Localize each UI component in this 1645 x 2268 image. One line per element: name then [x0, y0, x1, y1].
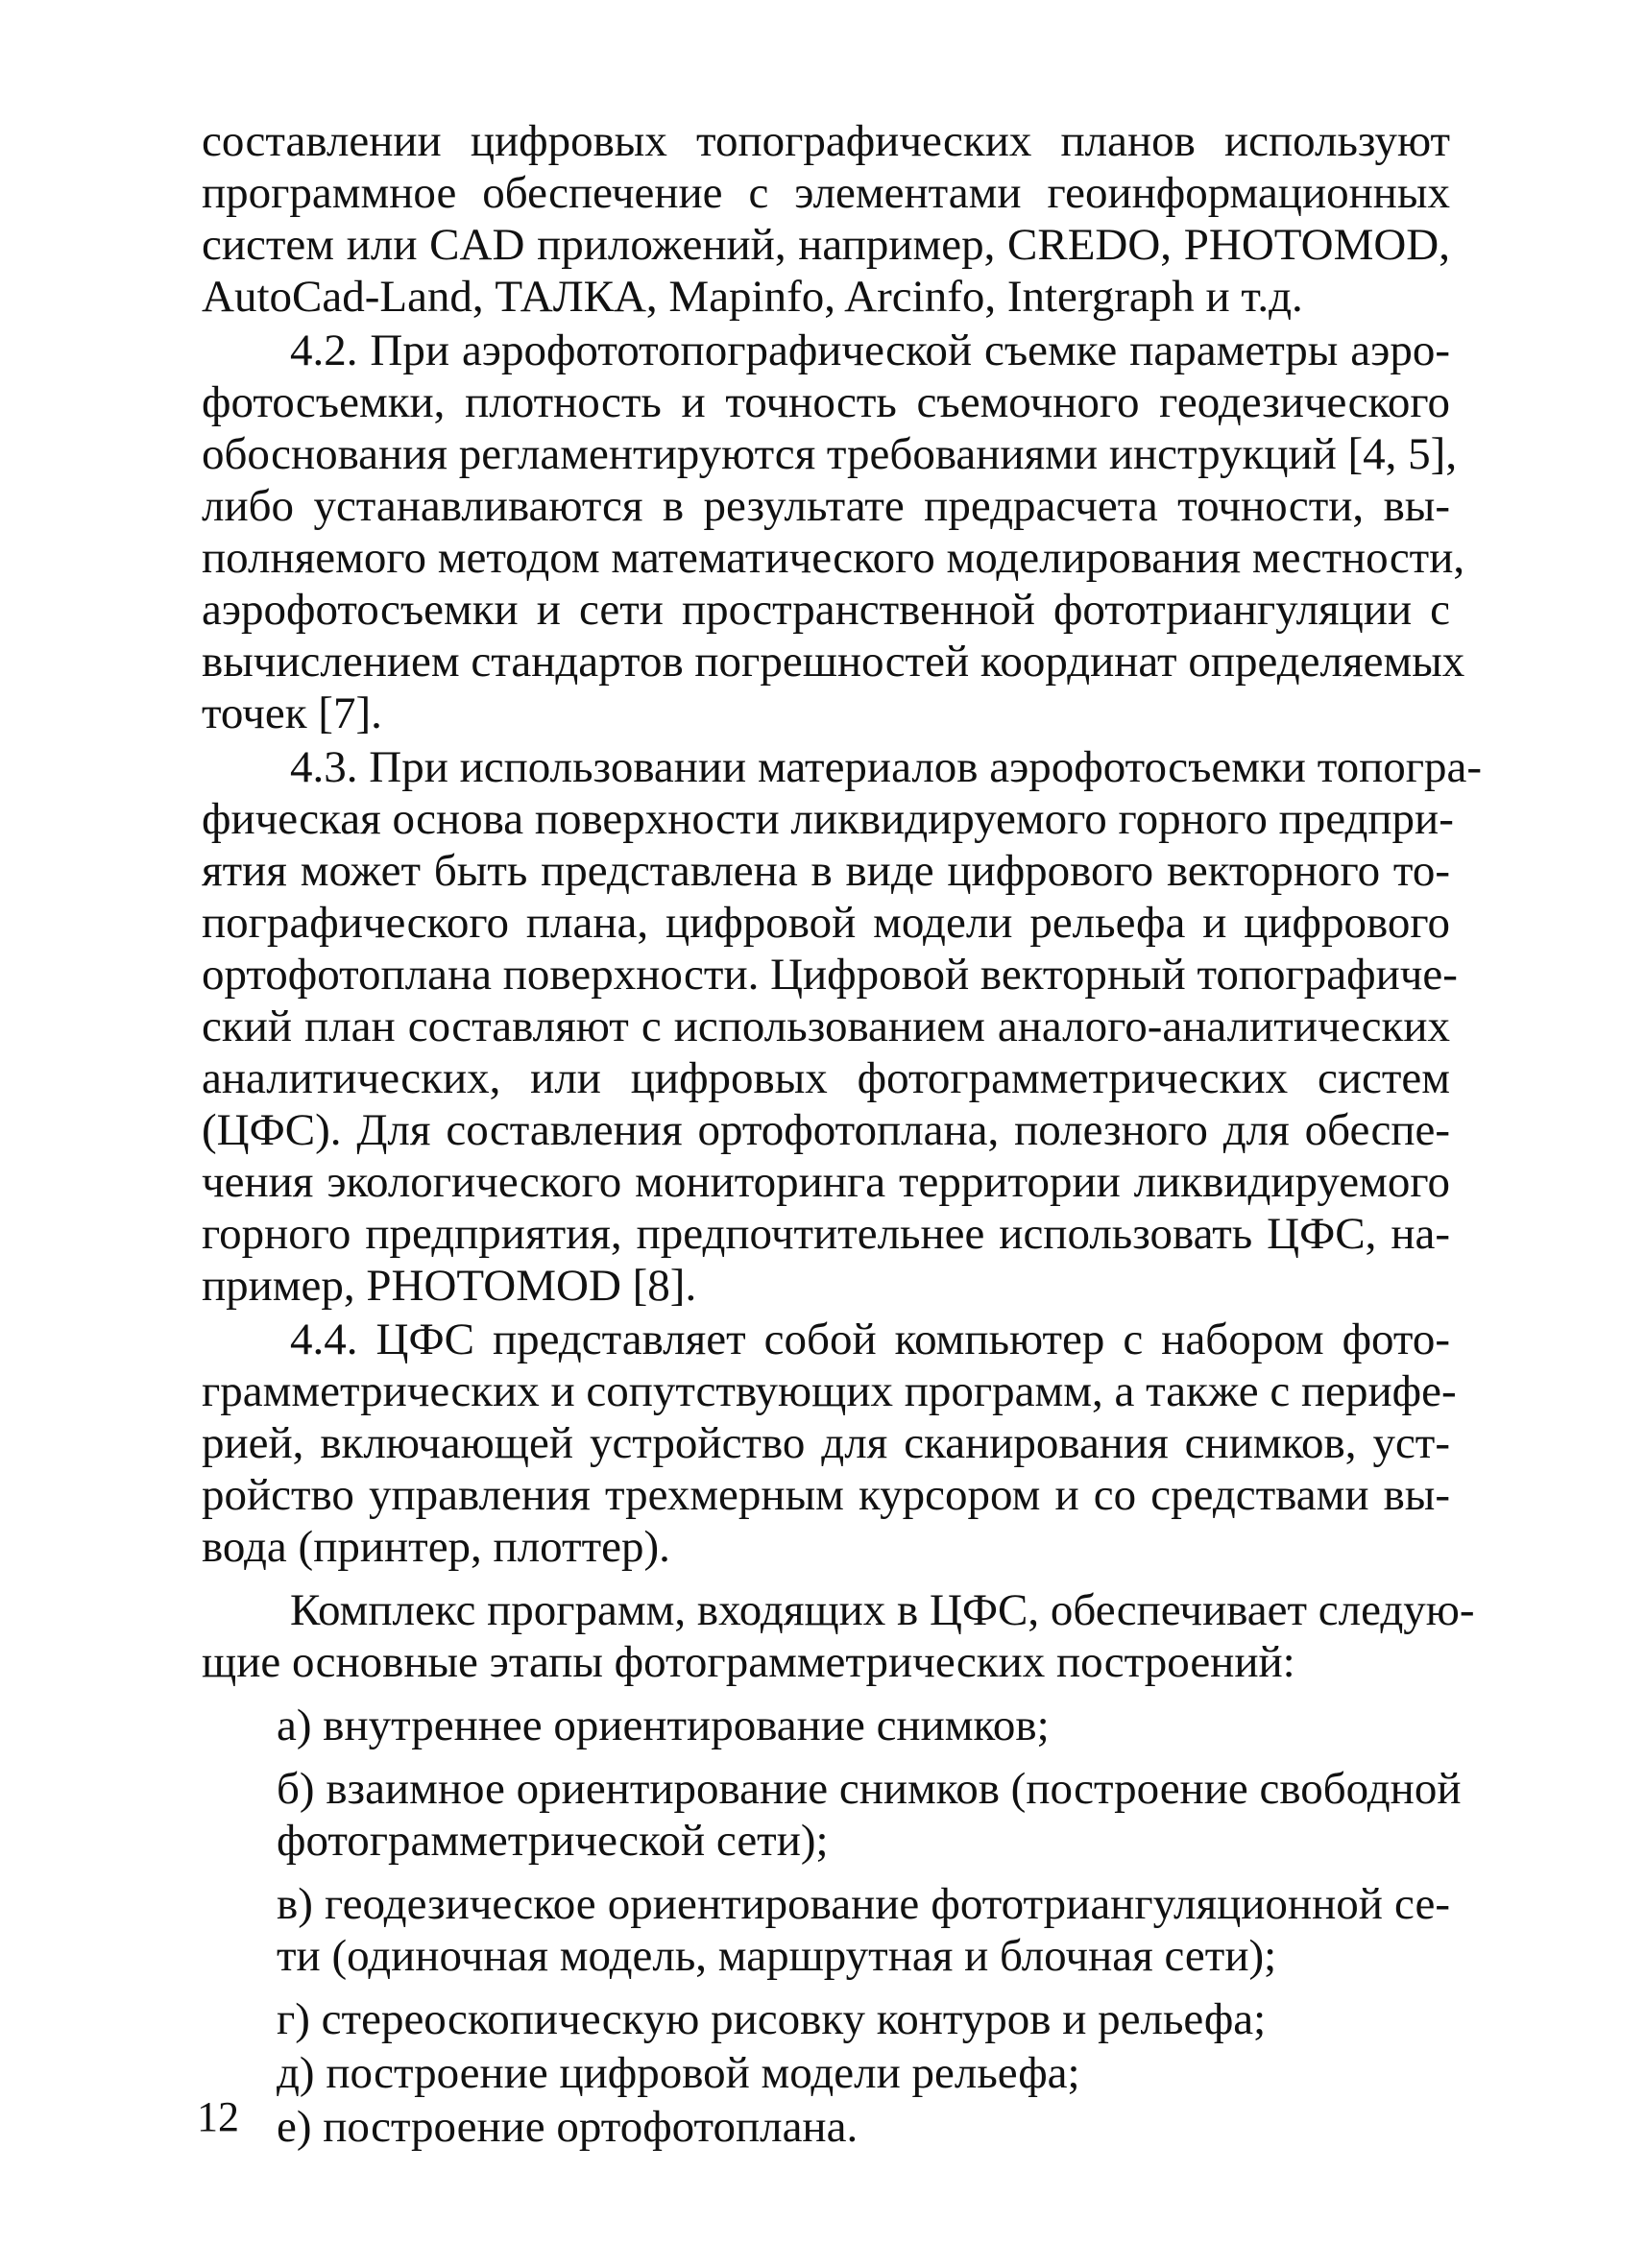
text-line: фотосъемки, плотность и точность съемочного геодезического [202, 377, 1450, 427]
list-item-a [202, 1700, 1450, 1751]
text-line: ти (одиночная модель, маршрутная и блочная сети); [277, 1931, 1277, 1981]
text-line: вычислением стандартов погрешностей координат определяемых [202, 637, 1465, 687]
text-line: 4.4. ЦФС представляет собой компьютер с набором фото- [290, 1315, 1450, 1364]
text-line: а) внутреннее ориентирование снимков; [277, 1701, 1050, 1750]
page-number: 12 [197, 2093, 239, 2140]
text-line: AutoCad-Land, ТАЛКА, Mapinfo, Arcinfo, Intergraph и т.д. [202, 272, 1303, 322]
text-line: фическая основа поверхности ликвидируемого горного предпри- [202, 794, 1454, 844]
text-line: полняемого методом математического моделирования местности, [202, 533, 1465, 583]
paragraph-gap [202, 1753, 1450, 1763]
text-line: либо устанавливаются в результате предрасчета точности, вы- [202, 481, 1450, 531]
text-line: обоснования регламентируются требованиями инструкций [4, 5], [202, 429, 1458, 479]
paragraph-gap [202, 1869, 1450, 1878]
text-line: пографического плана, цифровой модели рельефа и цифрового [202, 898, 1450, 948]
paragraph-intro [202, 115, 1450, 323]
paragraph-4-4 [202, 1314, 1457, 1573]
list-item-g [202, 1993, 1450, 2045]
paragraph-gap [202, 1690, 1450, 1700]
text-line: д) построение цифровой модели рельефа; [277, 2048, 1080, 2098]
text-line: аэрофотосъемки и сети пространственной фототриангуляции с [202, 585, 1450, 635]
list-item-v [202, 1878, 1450, 1982]
text-line: пример, PHOTOMOD [8]. [202, 1261, 697, 1311]
text-line: (ЦФС). Для составления ортофотоплана, полезного для обеспе- [202, 1105, 1450, 1155]
text-line: Комплекс программ, входящих в ЦФС, обеспечивает следую- [290, 1585, 1475, 1635]
text-line: составлении цифровых топографических планов используют [202, 116, 1450, 166]
text-line: ский план составляют с использованием аналого-аналитических [202, 1001, 1450, 1051]
text-line: грамметрических и сопутствующих программ, а также с перифе- [202, 1366, 1457, 1416]
text-line: в) геодезическое ориентирование фототриангуляционной се- [277, 1879, 1450, 1929]
text-line: ортофотоплана поверхности. Цифровой векторный топографиче- [202, 950, 1458, 1000]
text-line: г) стереоскопическую рисовку контуров и рельефа; [277, 1994, 1267, 2044]
text-line: программное обеспечение с элементами геоинформационных [202, 168, 1450, 218]
text-line: чения экологического мониторинга территории ликвидируемого [202, 1157, 1450, 1207]
text-line: е) построение ортофотоплана. [277, 2102, 859, 2152]
text-line: ройство управления трехмерным курсором и со средствами вы- [202, 1470, 1450, 1520]
text-line: ятия может быть представлена в виде цифрового векторного то- [202, 846, 1450, 896]
text-line: 4.3. При использовании материалов аэрофотосъемки топогра- [290, 742, 1483, 792]
text-line: аналитических, или цифровых фотограмметрических систем [202, 1053, 1450, 1103]
paragraph-4-3 [202, 741, 1483, 1312]
text-line: систем или CAD приложений, например, CREDO, PHOTOMOD, [202, 220, 1450, 270]
document-page [202, 115, 1483, 2155]
text-line: вода (принтер, плоттер). [202, 1522, 670, 1572]
paragraph-gap [202, 1984, 1450, 1993]
text-line: 4.2. При аэрофототопографической съемке параметры аэро- [290, 326, 1450, 375]
text-line: б) взаимное ориентирование снимков (построение свободной [277, 1764, 1462, 1814]
text-line: щие основные этапы фотограмметрических построений: [202, 1637, 1295, 1687]
paragraph-4-2 [202, 325, 1465, 739]
text-line: точек [7]. [202, 688, 382, 738]
list-item-e [202, 2101, 1450, 2153]
text-line: рией, включающей устройство для сканирования снимков, уст- [202, 1418, 1450, 1468]
list-item-b [202, 1763, 1462, 1867]
text-line: фотограмметрической сети); [277, 1816, 829, 1866]
list-item-d [202, 2047, 1450, 2099]
paragraph-gap [202, 1575, 1450, 1584]
paragraph-complex [202, 1584, 1475, 1688]
text-line: горного предприятия, предпочтительнее использовать ЦФС, на- [202, 1209, 1450, 1259]
